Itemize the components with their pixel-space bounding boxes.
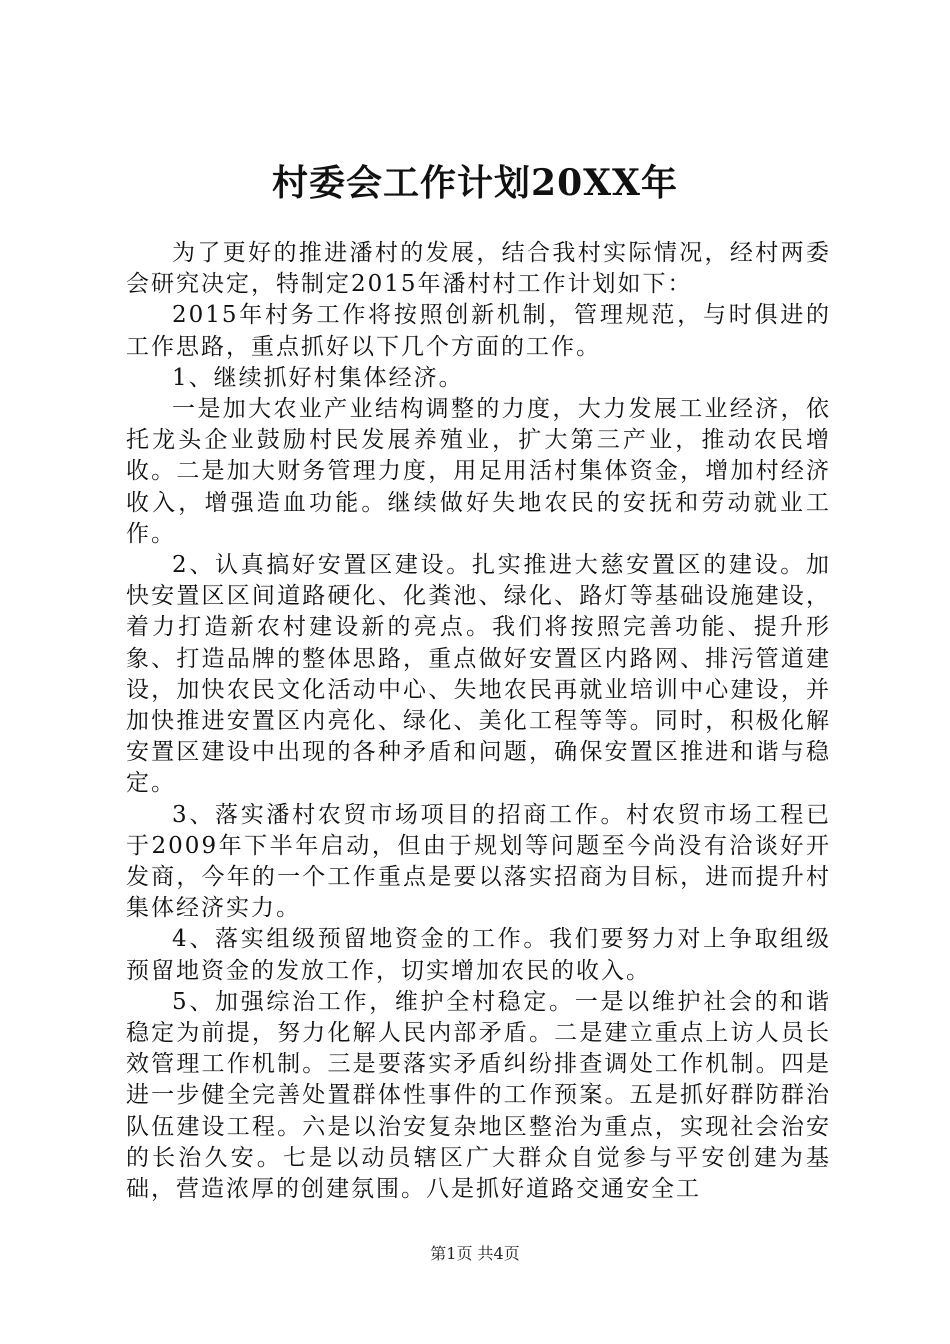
paragraph: 一是加大农业产业结构调整的力度，大力发展工业经济，依托龙头企业鼓励村民发展养殖业，扩大第三产业，推动农民增收。二是加大财务管理力度，用足用活村集体资金，增加村经济收入，增强造血功能。继续做好失地农民的安抚和劳动就业工作。 [126, 396, 831, 547]
paragraph: 5、加强综治工作，维护全村稳定。一是以维护社会的和谐稳定为前提，努力化解人民内部矛盾。二是建立重点上访人员长效管理工作机制。三是要落实矛盾纠纷排查调处工作机制。四是进一步健全完善处置群体性事件的工作预案。五是抓好群防群治队伍建设工程。六是以治安复杂地区整治为重点，实现社会治安的长治久安。七是以动员辖区广大群众自觉参与平安创建为基础，营造浓厚的创建氛围。八是抓好道路交通安全工 [126, 988, 831, 1203]
paragraph: 2015年村务工作将按照创新机制，管理规范，与时俱进的工作思路，重点抓好以下几个方面的工作。 [126, 302, 831, 360]
paragraph: 4、落实组级预留地资金的工作。我们要努力对上争取组级预留地资金的发放工作，切实增加农民的收入。 [126, 926, 831, 984]
paragraph: 为了更好的推进潘村的发展，结合我村实际情况，经村两委会研究决定，特制定2015年潘村村工作计划如下： [126, 240, 831, 298]
paragraph: 1、继续抓好村集体经济。 [172, 364, 464, 391]
paragraph: 2、认真搞好安置区建设。扎实推进大慈安置区的建设。加快安置区区间道路硬化、化粪池、绿化、路灯等基础设施建设，着力打造新农村建设新的亮点。我们将按照完善功能、提升形象、打造品牌的整体思路，重点做好安置区内路网、排污管道建设，加快农民文化活动中心、失地农民再就业培训中心建设，并加快推进安置区内亮化、绿化、美化工程等等。同时，积极化解安置区建设中出现的各种矛盾和问题，确保安置区推进和谐与稳定。 [126, 552, 831, 797]
document-body [126, 238, 831, 1205]
paragraph: 3、落实潘村农贸市场项目的招商工作。村农贸市场工程已于2009年下半年启动，但由于规划等问题至今尚没有洽谈好开发商，今年的一个工作重点是要以落实招商为目标，进而提升村集体经济实力。 [126, 801, 831, 922]
page-footer: 第1页 共4页 [430, 1244, 520, 1263]
page-title: 村委会工作计划20XX年 [272, 162, 678, 204]
